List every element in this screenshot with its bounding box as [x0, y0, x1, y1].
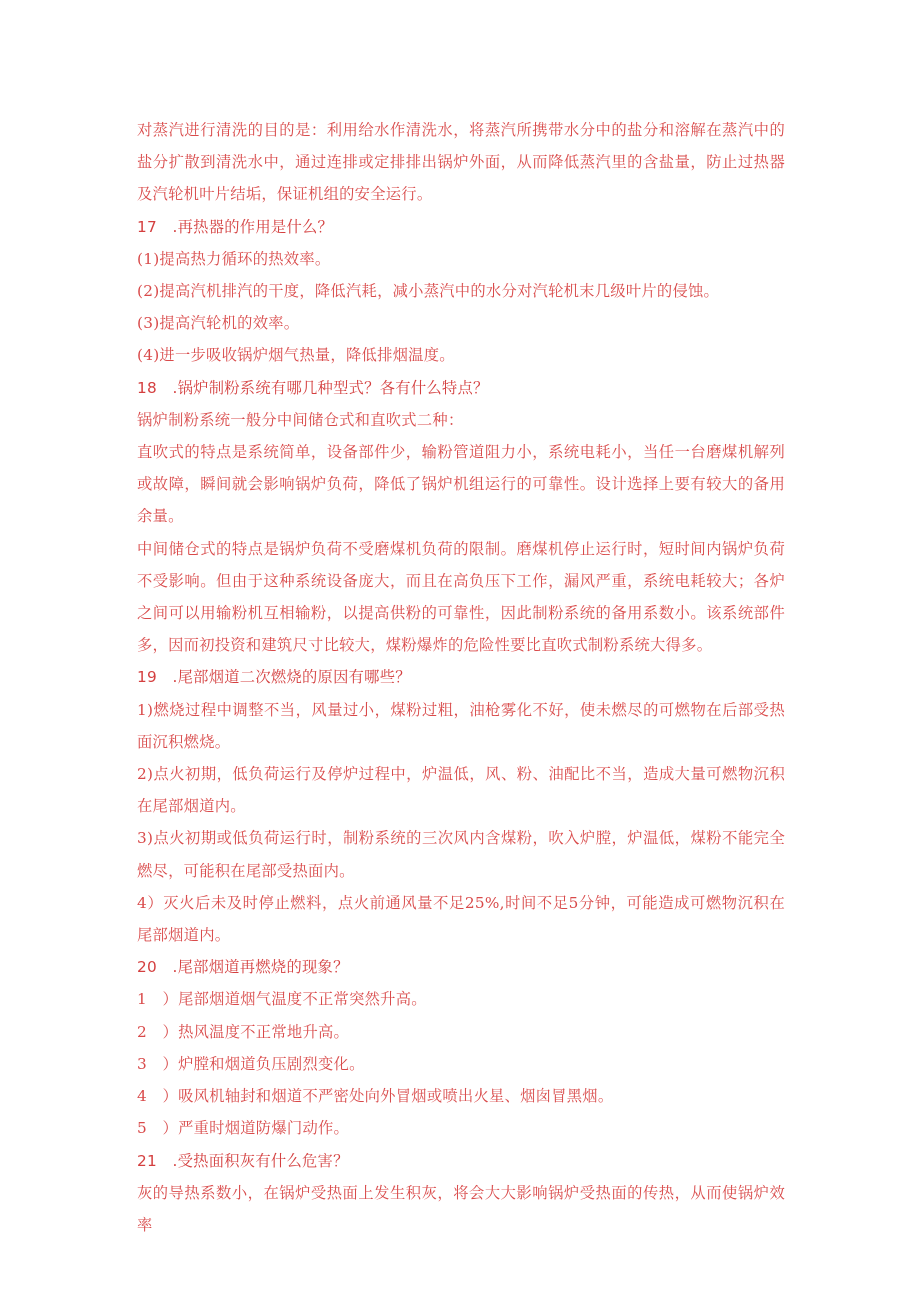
answer-18-intro: 锅炉制粉系统一般分中间储仓式和直吹式二种：	[137, 410, 464, 429]
question-20-heading: 20 .尾部烟道再燃烧的现象？	[137, 958, 349, 977]
answer-20-item-2: 2 ）热风温度不正常地升高。	[137, 1022, 350, 1041]
question-19-heading: 19 .尾部烟道二次燃烧的原因有哪些？	[137, 668, 411, 687]
answer-17-item-1: (1)提高热力循环的热效率。	[137, 249, 331, 268]
answer-18-intermediate-storage: 中间储仓式的特点是锅炉负荷不受磨煤机负荷的限制。磨煤机停止运行时，短时间内锅炉负荷不受影响。但由于这种系统设备庞大，而且在高负压下工作，漏风严重，系统电耗较大；各炉之间可以用输粉机互相输粉，以提高供粉的可靠性，因此制粉系统的备用系数小。该系统部件多，因而初投资和建筑尺寸比较大，煤粉爆炸的危险性要比直吹式制粉系统大得多。	[137, 539, 785, 655]
answer-19-item-3: 3)点火初期或低负荷运行时，制粉系统的三次风内含煤粉，吹入炉膛，炉温低，煤粉不能完全燃尽，可能积在尾部受热面内。	[137, 829, 785, 880]
answer-20-item-5: 5 ）严重时烟道防爆门动作。	[137, 1119, 350, 1138]
answer-19-item-2: 2)点火初期，低负荷运行及停炉过程中，炉温低，风、粉、油配比不当，造成大量可燃物沉积在尾部烟道内。	[137, 765, 785, 816]
answer-17-item-2: (2)提高汽机排汽的干度，降低汽耗，减小蒸汽中的水分对汽轮机末几级叶片的侵蚀。	[137, 282, 720, 301]
answer-18-direct-fired: 直吹式的特点是系统简单，设备部件少，输粉管道阻力小，系统电耗小，当任一台磨煤机解列或故障，瞬间就会影响锅炉负荷，降低了锅炉机组运行的可靠性。设计选择上要有较大的备用余量。	[137, 443, 785, 526]
answer-20-item-3: 3 ）炉膛和烟道负压剧烈变化。	[137, 1054, 365, 1073]
question-21-heading: 21 .受热面积灰有什么危害？	[137, 1151, 349, 1170]
question-17-heading: 17 .再热器的作用是什么？	[137, 217, 334, 236]
question-18-heading: 18 .锅炉制粉系统有哪几种型式？各有什么特点？	[137, 378, 489, 397]
answer-20-item-1: 1 ）尾部烟道烟气温度不正常突然升高。	[137, 990, 427, 1009]
paragraph-steam-washing: 对蒸汽进行清洗的目的是：利用给水作清洗水，将蒸汽所携带水分中的盐分和溶解在蒸汽中的盐分扩散到清洗水中，通过连排或定排排出锅炉外面，从而降低蒸汽里的含盐量，防止过热器及汽轮机叶片结垢，保证机组的安全运行。	[137, 121, 785, 204]
answer-19-item-4: 4）灭火后未及时停止燃料，点火前通风量不足25%,时间不足5分钟，可能造成可燃物沉积在尾部烟道内。	[137, 893, 785, 945]
answer-17-item-4: (4)进一步吸收锅炉烟气热量，降低排烟温度。	[137, 346, 455, 365]
answer-20-item-4: 4 ）吸风机轴封和烟道不严密处向外冒烟或喷出火星、烟囱冒黑烟。	[137, 1087, 614, 1106]
answer-19-item-1: 1)燃烧过程中调整不当，风量过小，煤粉过粗，油枪雾化不好，使未燃尽的可燃物在后部受热面沉积燃烧。	[137, 700, 785, 751]
document-page	[137, 114, 785, 1241]
answer-21-text: 灰的导热系数小，在锅炉受热面上发生积灰，将会大大影响锅炉受热面的传热，从而使锅炉效率	[137, 1183, 785, 1234]
answer-17-item-3: (3)提高汽轮机的效率。	[137, 314, 300, 333]
